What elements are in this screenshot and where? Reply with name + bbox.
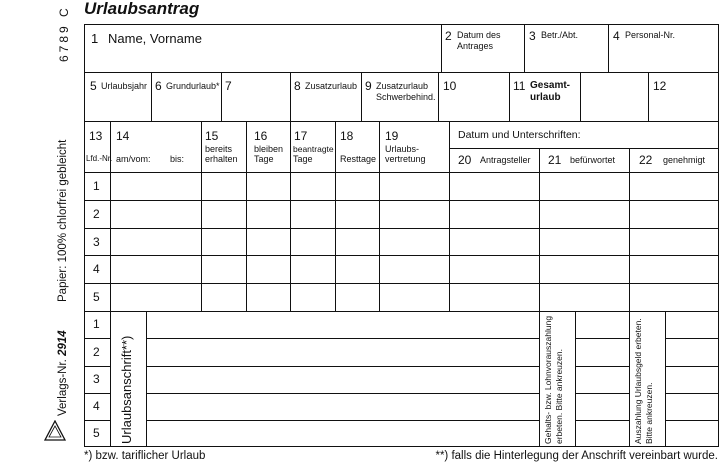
field-disability-vacation-label-b: Schwerbehind. [376, 92, 436, 102]
table-row[interactable] [84, 255, 719, 283]
col-remaining-days-num: 16 [254, 129, 268, 143]
field-base-vacation[interactable] [151, 72, 221, 121]
row-number: 5 [93, 290, 100, 304]
address-field[interactable] [146, 311, 539, 447]
signatures-heading [449, 121, 719, 148]
row-number: 1 [93, 179, 100, 193]
col-approved [629, 148, 719, 172]
field-application-date-number: 2 [445, 29, 452, 43]
field-total-vacation[interactable] [509, 72, 580, 121]
address-label: Urlaubsanschrift**) [119, 335, 134, 444]
field-additional-vacation-number: 8 [294, 79, 301, 93]
col-rest-days [335, 121, 379, 172]
publisher-number-value: 2914 [57, 330, 69, 356]
signatures-heading-label: Datum und Unterschriften: [458, 129, 581, 141]
field-vacation-year-number: 5 [90, 79, 97, 93]
field-application-date-label-b: Antrages [457, 41, 494, 51]
field-name[interactable] [84, 24, 441, 72]
field-disability-vacation-number: 9 [365, 79, 372, 93]
field-disability-vacation-label-a: Zusatzurlaub [376, 81, 429, 91]
col-rest-days-num: 18 [340, 129, 354, 143]
col-date-range-from: am/vom: [116, 154, 151, 164]
table-row[interactable] [84, 172, 719, 200]
col-running-number-label: Lfd.-Nr. [86, 154, 113, 163]
col-applicant-num: 20 [458, 153, 472, 167]
vacation-pay-checkbox[interactable] [665, 311, 719, 447]
form-code: 6789 C [57, 5, 71, 62]
table-row[interactable] [84, 283, 719, 311]
address-row[interactable] [84, 366, 110, 393]
table-row[interactable] [84, 228, 719, 255]
field-base-vacation-label: Grundurlaub* [166, 81, 220, 91]
field-additional-vacation[interactable] [290, 72, 361, 121]
col-substitute-num: 19 [385, 129, 399, 143]
col-substitute [379, 121, 449, 172]
field-name-number: 1 [91, 31, 99, 46]
field-department-number: 3 [529, 29, 536, 43]
field-12-number: 12 [653, 79, 667, 93]
col-rest-days-label: Resttage [340, 154, 377, 164]
field-10[interactable] [438, 72, 509, 121]
form-title: Urlaubsantrag [84, 0, 200, 18]
payout-note-b: Bitte ankreuzen. [644, 382, 654, 444]
field-personnel-number-label: Personal-Nr. [625, 30, 676, 40]
col-remaining-days [246, 121, 290, 172]
field-personnel-number[interactable] [608, 24, 719, 72]
field-total-vacation-label-a: Gesamt- [530, 80, 571, 91]
col-remaining-days-label-a: bleiben [254, 144, 284, 154]
footnote-right: **) falls die Hinterlegung der Anschrift vereinbart wurde. [435, 450, 718, 462]
col-requested-days-label-b: Tage [293, 154, 313, 164]
address-row[interactable] [84, 311, 110, 338]
field-vacation-year-label: Urlaubsjahr [101, 81, 148, 91]
col-running-number [84, 121, 113, 172]
col-endorsed-label: befürwortet [570, 155, 616, 165]
publisher-logo [44, 420, 66, 442]
row-number: 2 [93, 207, 100, 221]
col-date-range-num: 14 [116, 129, 130, 143]
logo-icon [44, 420, 66, 442]
field-total-vacation-value[interactable] [580, 72, 648, 121]
col-requested-days-num: 17 [294, 129, 308, 143]
publisher-prefix: Verlags-Nr. [57, 359, 69, 416]
col-already-taken-num: 15 [205, 129, 219, 143]
col-date-range [110, 121, 201, 172]
col-running-number-num: 13 [89, 129, 103, 143]
col-already-taken-label-b: erhalten [205, 154, 238, 164]
col-already-taken [201, 121, 246, 172]
field-12[interactable] [648, 72, 719, 121]
col-requested-days-label-a: beantragte [293, 144, 334, 154]
field-10-number: 10 [443, 79, 457, 93]
col-approved-label: genehmigt [663, 155, 706, 165]
address-row[interactable] [84, 393, 110, 420]
table-row[interactable] [84, 200, 719, 228]
salary-note-a: Gehalts- bzw. Lohnvorauszahlung [543, 315, 553, 444]
field-department-label: Betr./Abt. [541, 30, 579, 40]
field-application-date[interactable] [441, 24, 524, 72]
paper-note: Papier: 100% chlorfrei gebleicht [57, 139, 69, 302]
address-row[interactable] [84, 338, 110, 366]
field-7[interactable] [221, 72, 290, 121]
col-requested-days [290, 121, 335, 172]
field-vacation-year[interactable] [84, 72, 151, 121]
salary-note-b: erbeten. Bitte ankreuzen. [554, 349, 564, 444]
field-7-number: 7 [225, 79, 232, 93]
field-name-label: Name, Vorname [108, 31, 202, 46]
field-total-vacation-number: 11 [513, 79, 526, 93]
col-substitute-label-b: vertretung [385, 154, 426, 164]
footnote-left: *) bzw. tariflicher Urlaub [84, 450, 206, 462]
col-date-range-to: bis: [170, 154, 185, 164]
salary-advance-checkbox[interactable] [575, 311, 629, 447]
col-applicant-label: Antragsteller [480, 155, 531, 165]
row-number: 5 [93, 426, 100, 440]
row-number: 3 [93, 235, 100, 249]
publisher-number [58, 330, 70, 416]
field-disability-vacation[interactable] [361, 72, 438, 121]
row-number: 4 [93, 399, 100, 413]
field-total-vacation-label-b: urlaub [530, 92, 561, 103]
col-endorsed [539, 148, 629, 172]
row-number: 4 [93, 262, 100, 276]
field-personnel-number-number: 4 [613, 29, 620, 43]
row-number: 2 [93, 345, 100, 359]
col-already-taken-label-a: bereits [205, 144, 233, 154]
col-approved-num: 22 [639, 153, 653, 167]
col-remaining-days-label-b: Tage [254, 154, 274, 164]
field-base-vacation-number: 6 [155, 79, 162, 93]
row-number: 1 [93, 317, 100, 331]
field-department[interactable] [524, 24, 608, 72]
row-number: 3 [93, 372, 100, 386]
col-substitute-label-a: Urlaubs- [385, 144, 420, 154]
col-endorsed-num: 21 [548, 153, 562, 167]
col-applicant [449, 148, 539, 172]
field-application-date-label-a: Datum des [457, 30, 501, 40]
field-additional-vacation-label: Zusatzurlaub [305, 81, 358, 91]
payout-note-a: Auszahlung Urlaubsgeld erbeten. [633, 318, 643, 444]
address-row[interactable] [84, 420, 110, 447]
